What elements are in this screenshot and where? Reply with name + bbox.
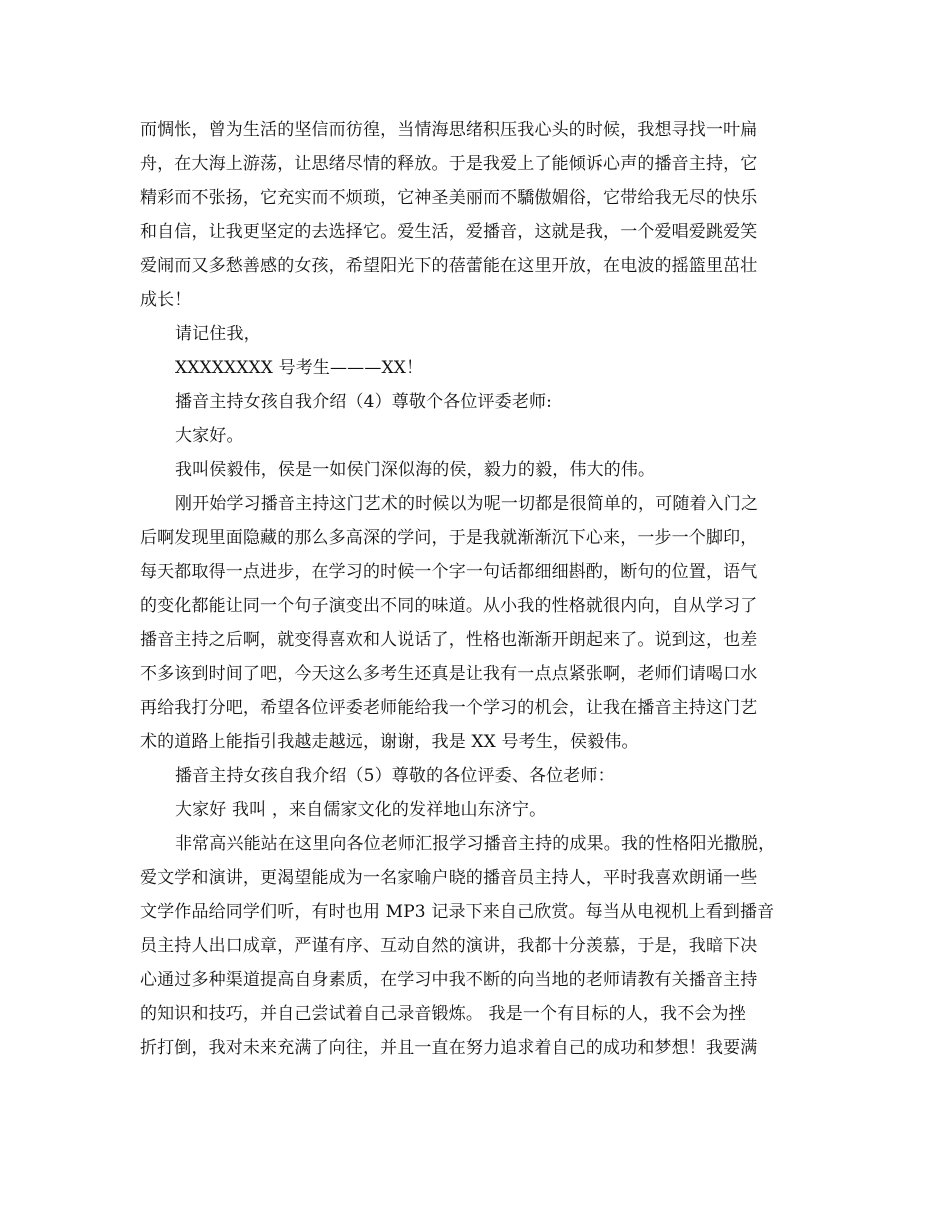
text-line: 后啊发现里面隐藏的那么多高深的学问，于是我就渐渐沉下心来，一步一个脚印， — [140, 528, 758, 548]
text-line: 我叫侯毅伟，侯是一如侯门深似海的侯，毅力的毅，伟大的伟。 — [175, 460, 656, 480]
text-line: 的知识和技巧，并自己尝试着自己录音锻炼。 我是一个有目标的人，我不会为挫 — [140, 1004, 746, 1024]
text-line: 折打倒，我对未来充满了向往，并且一直在努力追求着自己的成功和梦想！我要满 — [140, 1038, 758, 1058]
text-line: 精彩而不张扬，它充实而不烦琐，它神圣美丽而不驕傲媚俗，它带给我无尽的快乐 — [140, 188, 758, 208]
text-line: 而惆怅，曾为生活的坚信而彷徨，当情海思绪积压我心头的时候，我想寻找一叶扁 — [140, 120, 758, 140]
text-line: 再给我打分吧，希望各位评委老师能给我一个学习的机会，让我在播音主持这门艺 — [140, 698, 758, 718]
text-line: 每天都取得一点进步，在学习的时候一个字一句话都细细斟酌，断句的位置，语气 — [140, 562, 758, 582]
text-line: 心通过多种渠道提高自身素质，在学习中我不断的向当地的老师请教有关播音主持 — [140, 970, 758, 990]
section-heading: 播音主持女孩自我介绍（5）尊敬的各位评委、各位老师： — [175, 766, 615, 786]
text-line: 术的道路上能指引我越走越远，谢谢，我是 XX 号考生，侯毅伟。 — [140, 732, 639, 752]
text-line: 非常高兴能站在这里向各位老师汇报学习播音主持的成果。我的性格阳光撒脱， — [175, 834, 776, 854]
text-line: 大家好。 — [175, 426, 244, 446]
text-line: 舟，在大海上游荡，让思绪尽情的释放。于是我爱上了能倾诉心声的播音主持，它 — [140, 154, 758, 174]
text-line: 刚开始学习播音主持这门艺术的时候以为呢一切都是很简单的，可随着入门之 — [175, 494, 759, 514]
text-line: 文学作品给同学们听，有时也用 MP3 记录下来自己欣赏。每当从电视机上看到播音 — [140, 902, 775, 922]
text-line: 爱闹而又多愁善感的女孩，希望阳光下的蓓蕾能在这里开放，在电波的摇篮里茁壮 — [140, 256, 758, 276]
text-line: 员主持人出口成章，严谨有序、互动自然的演讲，我都十分羡慕，于是，我暗下决 — [140, 936, 758, 956]
text-line: 大家好 我叫 ，来自儒家文化的发祥地山东济宁。 — [175, 800, 547, 820]
text-line: 请记住我， — [175, 324, 261, 344]
text-line: 的变化都能让同一个句子演变出不同的味道。从小我的性格就很内向，自从学习了 — [140, 596, 758, 616]
text-line: 播音主持之后啊，就变得喜欢和人说话了，性格也渐渐开朗起来了。说到这，也差 — [140, 630, 758, 650]
text-line: 爱文学和演讲，更渴望能成为一名家喻户晓的播音员主持人，平时我喜欢朗诵一些 — [140, 868, 758, 888]
text-line: XXXXXXXX 号考生———XX！ — [175, 358, 424, 378]
text-line: 成长！ — [140, 290, 192, 310]
text-line: 不多该到时间了吧，今天这么多考生还真是让我有一点点紧张啊，老师们请喝口水 — [140, 664, 758, 684]
text-line: 和自信，让我更坚定的去选择它。爱生活，爱播音，这就是我，一个爱唱爱跳爱笑 — [140, 222, 758, 242]
section-heading: 播音主持女孩自我介绍（4）尊敬个各位评委老师: — [175, 392, 552, 412]
